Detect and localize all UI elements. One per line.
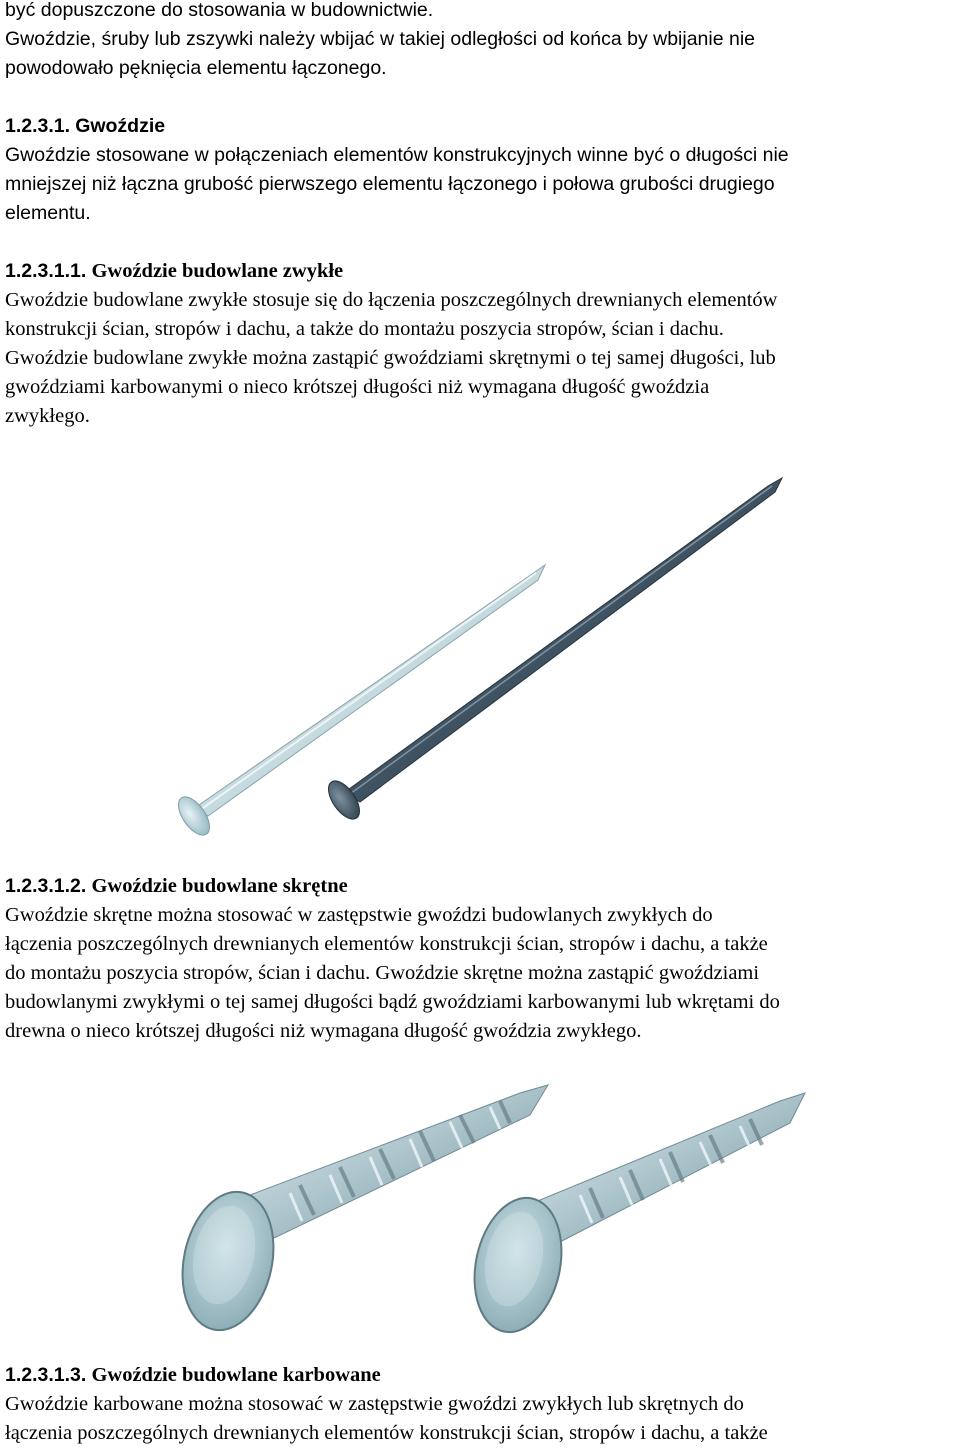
section-heading bbox=[5, 112, 960, 141]
section-zwykle bbox=[5, 257, 960, 431]
text-line: zwykłego. bbox=[5, 405, 90, 427]
section-karbowane bbox=[5, 1361, 960, 1448]
text-line: drewna o nieco krótszej długości niż wymagana długość gwoździa zwykłego. bbox=[5, 1020, 642, 1042]
section-number: 1.2.3.1.1. bbox=[5, 260, 87, 282]
section-title: Gwoździe bbox=[75, 115, 166, 137]
text-line: Gwoździe, śruby lub zszywki należy wbijać w takiej odległości od końca by wbijanie nie bbox=[5, 28, 756, 50]
section-title: Gwoździe budowlane skrętne bbox=[91, 875, 348, 897]
text-line: konstrukcji ścian, stropów i dachu, a także do montażu poszycia stropów, ścian i dachu. bbox=[5, 318, 724, 340]
section-heading bbox=[5, 872, 960, 901]
text-line: Gwoździe skrętne można stosować w zastępstwie gwoździ budowlanych zwykłych do bbox=[5, 904, 713, 926]
section-number: 1.2.3.1.3. bbox=[5, 1364, 87, 1386]
common-nails-photo-icon bbox=[0, 470, 960, 850]
section-title: Gwoździe budowlane zwykłe bbox=[91, 260, 344, 282]
text-line: Gwoździe stosowane w połączeniach elementów konstrukcyjnych winne być o długości nie bbox=[5, 144, 789, 166]
text-line: łączenia poszczególnych drewnianych elementów konstrukcji ścian, stropów i dachu, a także bbox=[5, 933, 768, 955]
twisted-nails-photo-icon bbox=[0, 1075, 960, 1345]
section-number: 1.2.3.1. bbox=[5, 115, 71, 137]
section-gwozdzie bbox=[5, 112, 960, 228]
text-line: powodowało pęknięcia elementu łączonego. bbox=[5, 57, 387, 79]
section-number: 1.2.3.1.2. bbox=[5, 875, 87, 897]
section-heading bbox=[5, 1361, 960, 1390]
text-line: mniejszej niż łączna grubość pierwszego elementu łączonego i połowa grubości drugiego bbox=[5, 173, 775, 195]
section-skretne bbox=[5, 872, 960, 1046]
text-line: Gwoździe karbowane można stosować w zastępstwie gwoździ zwykłych lub skrętnych do bbox=[5, 1393, 744, 1415]
text-line: być dopuszczone do stosowania w budownictwie. bbox=[5, 0, 434, 21]
text-line: budowlanymi zwykłymi o tej samej długości bądź gwoździami karbowanymi lub wkrętami do bbox=[5, 991, 780, 1013]
text-line: elementu. bbox=[5, 202, 91, 224]
section-heading bbox=[5, 257, 960, 286]
text-line: łączenia poszczególnych drewnianych elementów konstrukcji ścian, stropów i dachu, a także bbox=[5, 1422, 768, 1444]
text-line: Gwoździe budowlane zwykłe można zastąpić gwoździami skrętnymi o tej samej długości, lub bbox=[5, 347, 776, 369]
intro-paragraph bbox=[5, 0, 960, 83]
text-line: do montażu poszycia stropów, ścian i dachu. Gwoździe skrętne można zastąpić gwoździami bbox=[5, 962, 760, 984]
text-line: gwoździami karbowanymi o nieco krótszej długości niż wymagana długość gwoździa bbox=[5, 376, 710, 398]
text-line: Gwoździe budowlane zwykłe stosuje się do łączenia poszczególnych drewnianych elementów bbox=[5, 289, 778, 311]
section-title: Gwoździe budowlane karbowane bbox=[91, 1364, 381, 1386]
